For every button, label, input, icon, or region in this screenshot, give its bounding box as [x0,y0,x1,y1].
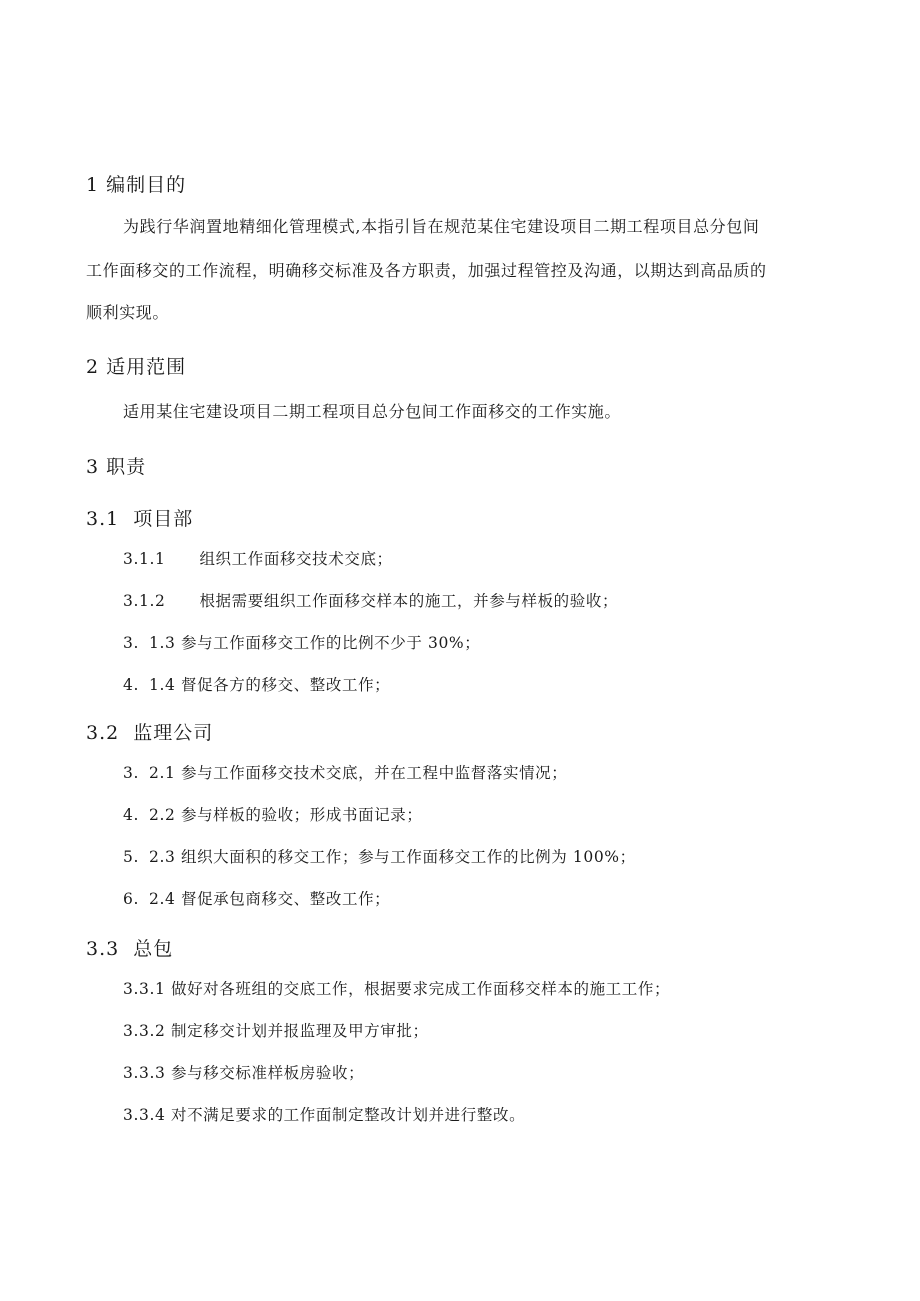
section-1-heading: 1 编制目的 [86,174,187,196]
section-2-paragraph: 适用某住宅建设项目二期工程项目总分包间工作面移交的工作实施。 [123,402,622,421]
list-item [123,766,567,782]
item-text: 1.4 督促各方的移交、整改工作； [149,676,391,694]
subsection-3-1-heading [86,510,193,529]
list-item [123,636,480,652]
item-text: 根据需要组织工作面移交样本的施工，并参与样板的验收； [199,592,619,610]
item-text: 2.4 督促承包商移交、整改工作； [149,890,391,908]
subsection-3-1-number: 3.1 [86,508,120,530]
list-item [123,892,390,908]
list-item [123,552,393,568]
list-item [123,808,422,824]
list-item [123,850,636,866]
section-1-paragraph-line-1: 为践行华润置地精细化管理模式,本指引旨在规范某住宅建设项目二期工程项目总分包间 [123,217,760,236]
section-1-paragraph-line-3: 顺利实现。 [86,303,170,322]
item-number: 4. [123,676,139,694]
item-text: 2.2 参与样板的验收；形成书面记录； [149,806,423,824]
subsection-3-3-title: 总包 [133,938,174,960]
section-1-paragraph-line-2: 工作面移交的工作流程，明确移交标准及各方职责，加强过程管控及沟通，以期达到高品质的 [86,261,767,280]
list-item: 3.3.2 制定移交计划并报监理及甲方审批； [123,1022,429,1040]
item-text: 1.3 参与工作面移交工作的比例不少于 30%； [149,634,481,652]
list-item: 3.3.3 参与移交标准样板房验收； [123,1064,365,1082]
subsection-3-2-title: 监理公司 [133,722,214,744]
item-number: 5. [123,848,139,866]
section-2-heading: 2 适用范围 [86,356,187,378]
subsection-3-1-title: 项目部 [133,508,194,530]
item-number: 6. [123,890,139,908]
list-item: 3.3.1 做好对各班组的交底工作，根据要求完成工作面移交样本的施工工作； [123,980,671,998]
item-text: 2.1 参与工作面移交技术交底，并在工程中监督落实情况； [149,764,568,782]
item-text: 2.3 组织大面积的移交工作；参与工作面移交工作的比例为 100%； [149,848,636,866]
subsection-3-2-number: 3.2 [86,722,120,744]
list-item [123,678,390,694]
subsection-3-3-heading [86,940,173,959]
section-3-heading: 3 职责 [86,456,147,478]
item-text: 组织工作面移交技术交底； [199,550,393,568]
subsection-3-2-heading [86,724,213,743]
item-number: 3.1.1 [123,550,166,568]
item-number: 3.1.2 [123,592,166,610]
list-item [123,594,618,610]
item-number: 4. [123,806,139,824]
item-number: 3. [123,634,139,652]
item-number: 3. [123,764,139,782]
list-item: 3.3.4 对不满足要求的工作面制定整改计划并进行整改。 [123,1106,526,1124]
subsection-3-3-number: 3.3 [86,938,120,960]
